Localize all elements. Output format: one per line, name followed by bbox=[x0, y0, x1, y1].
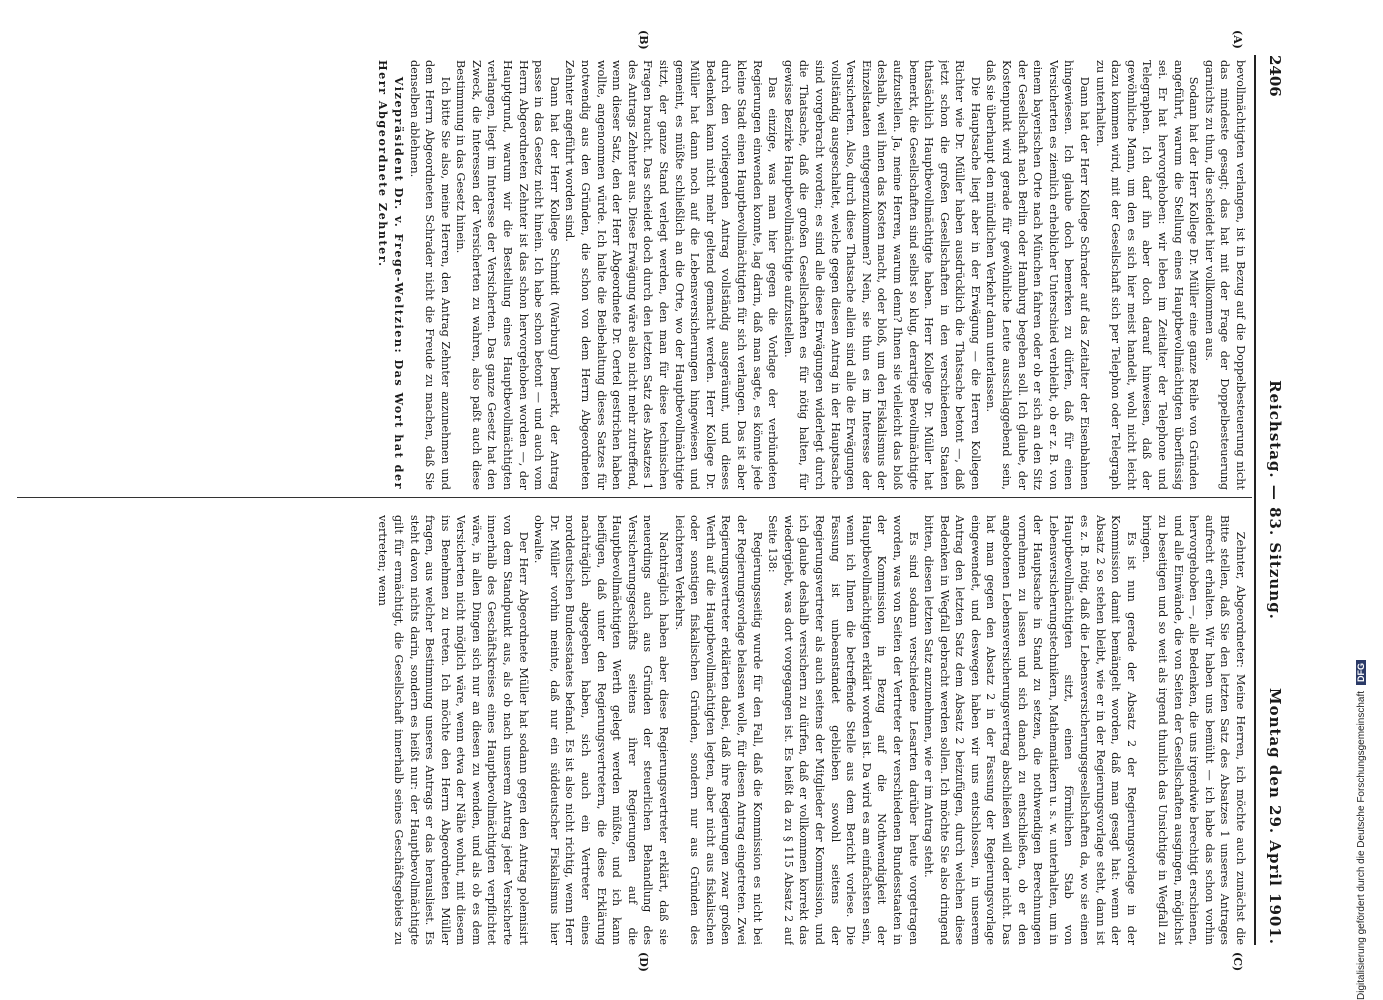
paragraph: Der Herr Abgeordnete Müller hat sodann gegen den Antrag polemisirt von dem Standpunkt aus, als ob nach unserem Antrag jeder Versicherte innerhalb des Geschäftskreises eines Hauptbevollmächtigten verpflichtet wäre, in allen Dingen sich nur an diesen zu wenden, und als ob es dem Versicherten nicht möglich wäre, wenn etwa der Nähe wohnt, mit diesem ins Benehmen zu treten. Ich möchte den Herrn Abgeordneten Müller fragen, aus welcher Bestimmung unseres Antrags er das herausliest. Es steht davon nichts darin, sondern es heißt nur: der Hauptbevollmächtigte gilt für ermächtigt, die Gesellschaft innerhalb seines Geschäftsgebiets zu vertreten; wenn bbox=[376, 515, 530, 945]
speaker-announcement: Vizepräsident Dr. v. Frege-Weltzien: Das Wort hat der Herr Abgeordnete Zehnter. bbox=[376, 60, 406, 490]
margin-marker-b: (B) bbox=[637, 30, 650, 50]
margin-marker-a: (A) bbox=[1231, 30, 1244, 49]
paragraph: Die Hauptsache liegt aber in der Erwägung — die Herren Kollegen Richter wie Dr. Müller haben ausdrücklich die Thatsache betont —, daß jetzt schon die großen Gesellschaften in den verschiedenen Staaten thatsächlich Hauptbevollmächtigte haben. Herr Kollege Dr. Müller hat bemerkt, die Gesellschaften sind selbst so klug, derartige Bevollmächtigte aufzustellen. Ja, meine Herren, warum denn? Ihnen sie vielleicht das bloß deshalb, weil ihnen das Kosten macht, oder bloß, um den Fiskalismus der Einzelstaaten entgegenzukommen? Nein, sie thun es im Interesse der Versicherten. Also, durch diese Thatsache allein sind alle die Erwägungen vollständig ausgeschaltet, welche gegen diesen Antrag in der Hauptsache sind vorgebracht worden; es sind alle diese Erwägungen widerlegt durch die Thatsache, daß die großen Gesellschaften es für nötig halten, für gewisse Bezirke Hauptbevollmächtigte aufzustellen. bbox=[781, 60, 982, 490]
paragraph: Dann hat der Herr Kollege Schmidt (Warburg) bemerkt, der Antrag passe in das Gesetz nicht hinein. Ich habe schon betont — und auch vom Herrn Abgeordneten Zehnter ist das schon hervorgehoben worden —, der Hauptgrund, warum wir die Bestellung eines Hauptbevollmächtigten verlangen, liegt im Interesse der Versicherten. Das ganze Gesetz hat den Zweck, die Interessen der Versicherten zu wahren, also paßt auch diese Bestimmung in das Gesetz hinein. bbox=[454, 60, 561, 490]
session-date: Montag den 29. April 1901. bbox=[1266, 688, 1284, 945]
paragraph: bevollmächtigten verlangen, ist in Bezug auf die Doppelbesteuerung nicht das mindeste gesagt; das hat mit der Frage der Doppelbesteuerung garnichts zu thun, die scheidet hier vollkommen aus. bbox=[1202, 60, 1247, 490]
paragraph: Zehnter, Abgeordneter: Meine Herren, ich möchte auch zunächst die Bitte stellen, daß Sie den letzten Satz des Absatzes 1 unseres Antrages aufrecht erhalten. Wir haben uns bemüht — ich habe das schon vorhin hervorgehoben —, alle Bedenken, die uns irgendwie berechtigt erschienen, und alle Einwände, die von Seiten der Gesellschaften ausgingen, möglichst zu beseitigen und so weit als irgend thunlich das Unsichtige in Wegfall zu bringen. bbox=[1140, 515, 1247, 945]
page-header bbox=[1258, 55, 1284, 945]
right-column bbox=[23, 515, 1248, 945]
left-column bbox=[23, 60, 1248, 490]
paragraph: Es ist nun gerade der Absatz 2 der Regierungsvorlage in der Kommission damit bemängelt worden, daß man gesagt hat: wenn der Absatz 2 so stehen bleibt, wie er in der Regierungsvorlage steht, dann ist es z. B. nötig, daß die Lebensversicherungsgesellschaften da, wo sie einen Hauptbevollmächtigten sitzt, einen förmlichen Stab von Lebensversicherungstechnikern, Mathematikern u. s. w. unterhalten, um in der Hauptsache in Stand zu setzen, die nothwendigen Berechnungen vornehmen zu lassen und sich danach zu entschließen, ob er den angebotenen Lebensversicherungsvertrag abschließen will oder nicht. Das hat man gegen den Absatz 2 in der Fassung der Regierungsvorlage eingewendet, und deswegen haben wir uns entschlossen, in unserem Antrag den letzten Satz dem Absatz 2 beizufügen, durch welchen diese Bedenken in Wegfall gebracht werden sollen. Ich möchte Sie also dringend bitten, diesen letzten Satz anzunehmen, wie er im Antrag steht. bbox=[922, 515, 1138, 945]
margin-marker-c: (C) bbox=[1231, 952, 1244, 972]
dfg-logo: DFG bbox=[1356, 660, 1366, 685]
paragraph: Es sind sodann verschiedene Lesarten darüber heute vorgetragen worden, was von Seiten der Vertreter der verschiedenen Bundesstaaten in der Kommission in Bezug auf die Nothwendigkeit der Hauptbevollmächtigten erklärt worden ist. Da wird es am einfachsten sein, wenn ich Ihnen die betreffende Stelle aus dem Bericht vorlese. Die Fassung ist unbeanstandet geblieben sowohl seitens der Regierungsvertreter als auch seitens der Mitglieder der Kommission, und ich glaube deshalb versichern zu dürfen, daß er vollkommen korrekt das wiedergiebt, was dort vorgegangen ist. Es heißt da zu § 115 Absatz 2 auf Seite 138: bbox=[766, 515, 920, 945]
session-title: Reichstag. — 83. Sitzung. bbox=[1266, 380, 1284, 620]
credit-text: Digitalisierung gefördert durch die Deutsche Forschungsgemeinschaft bbox=[1356, 690, 1367, 1000]
column-divider bbox=[17, 497, 1252, 498]
page-number: 2406 bbox=[1266, 55, 1284, 97]
quoted-paragraph: Nachträglich haben aber diese Regierungsvertreter erklärt, daß sie neuerdings auch aus Gründen der steuerlichen Behandlung des Versicherungsgeschäfts seitens ihrer Regierungen auf die Hauptbevollmächtigten Werth gelegt werden müßte, und ich kann beifügen, daß unter den Regierungsvertretern, die diese Erklärung nachträglich abgegeben haben, sich auch ein Vertreter eines norddeutschen Bundesstaates befand. Es ist also nicht richtig, wenn Herr Dr. Müller vorhin meinte, daß nur ein süddeutscher Fiskalismus hier obwalte. bbox=[532, 515, 671, 945]
digitization-credit bbox=[1356, 660, 1367, 1000]
quoted-paragraph: Regierungsseitig wurde für den Fall, daß die Kommission es nicht bei der Regierungsvorlage belassen wolle, für diesen Antrag eingetreten. Zwei Regierungsvertreter erklärten dabei, daß ihre Regierungen zwar großen Werth auf die Hauptbevollmächtigten legten, aber nicht aus fiskalischen oder sonstigen fiskalischen Gründen, sondern nur aus Gründen des leichteren Verkehrs. bbox=[672, 515, 764, 945]
paragraph: Das einzige, was man hier gegen die Vorlage der verbündeten Regierungen einwenden konnte, lag darin, daß man sagte, es könnte jede kleine Stadt einen Hauptbevollmächtigten für sich verlangen. Das ist aber durch den vorliegenden Antrag vollständig ausgeräumt, und dieses Bedenken kann nicht mehr geltend gemacht werden. Herr Kollege Dr. Müller hat dann noch auf die Lebensversicherungen hingewiesen und gemeint, es müßte schließlich an die Orte, wo der Hauptbevollmächtigte sitzt, der ganze Stand verlegt werden, den man für diese technischen Fragen braucht. Das scheidet doch durch den letzten Satz des Absatzes 1 des Antrags Zehnter aus. Diese Erwägung wäre also nicht mehr zutreffend, wenn dieser Satz, den der Herr Abgeordnete Dr. Oertel gestrichen haben wollte, angenommen würde. Ich halte die Beibehaltung dieses Satzes für notwendig aus den Gründen, die schon von dem Herrn Abgeordneten Zehnter angeführt worden sind. bbox=[563, 60, 780, 490]
margin-marker-d: (D) bbox=[637, 952, 650, 972]
paragraph: Dann hat der Herr Kollege Schrader auf das Zeitalter der Eisenbahnen hingewiesen. Ich glaube doch bemerken zu dürfen, daß für einen Versicherten es ziemlich erheblicher Unterschied verbleibt, ob er z. B. von einem bayerischen Orte nach München fahren oder ob er sich an den Sitz der Gesellschaft nach Berlin oder Hamburg begeben soll. Ich glaube, der Kostenpunkt wird gerade für gewöhnliche Leute ausschlaggebend sein, daß sie überhaupt den mündlichen Verkehr dann unterlassen. bbox=[984, 60, 1092, 490]
paragraph: Sodann hat der Herr Kollege Dr. Müller eine ganze Reihe von Gründen angeführt, warum die Stellung eines Hauptbevollmächtigten überflüssig sei. Er hat hervorgehoben: wir leben im Zeitalter der Telephone und Telegraphen. Ich darf ihn aber doch darauf hinweisen, daß der gewöhnliche Mann, um den es sich hier meist handelt, wohl nicht leicht dazu kommen wird, mit der Gesellschaft sich per Telephon oder Telegraph zu unterhalten. bbox=[1093, 60, 1201, 490]
paragraph: Ich bitte Sie also, meine Herren, den Antrag Zehnter anzunehmen und dem Herrn Abgeordneten Schrader nicht die Freude zu machen, daß Sie denselben ablehnen. bbox=[407, 60, 452, 490]
header-rule bbox=[1254, 55, 1256, 945]
